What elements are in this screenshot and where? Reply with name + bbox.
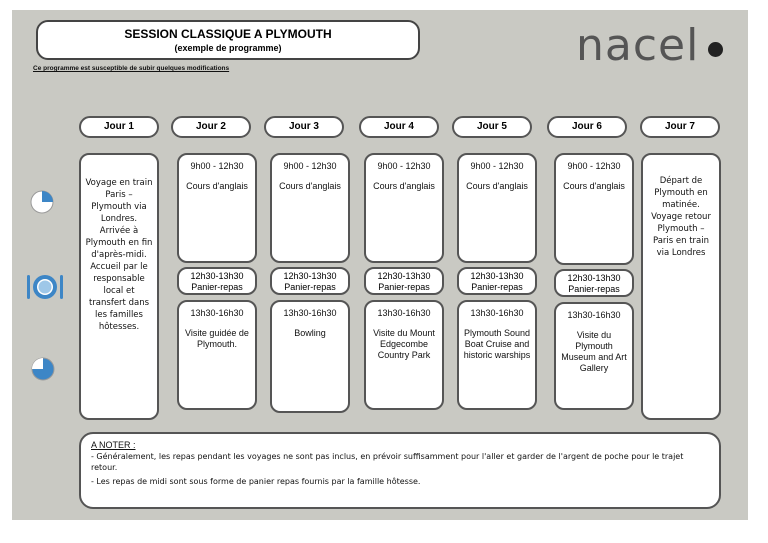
notes-box: [79, 432, 721, 509]
lunch-label: Panier-repas: [568, 284, 620, 294]
lunch-label: Panier-repas: [284, 282, 336, 292]
day5-lunch-card: [457, 267, 537, 295]
title-box: [36, 20, 420, 60]
day-pill-5: Jour 5: [452, 116, 532, 138]
lunch-label: Panier-repas: [191, 282, 243, 292]
clock-quarter-icon: [30, 190, 54, 214]
morning-activity: Cours d'anglais: [279, 181, 341, 191]
afternoon-activity: Visite guidée de Plymouth.: [185, 328, 249, 349]
lunch-time: 12h30-13h30: [190, 271, 244, 281]
day7-card: [641, 153, 721, 420]
morning-activity: Cours d'anglais: [186, 181, 248, 191]
afternoon-activity: Visite du Mount Edgecombe Country Park: [373, 328, 435, 360]
afternoon-activity: Visite du Plymouth Museum and Art Gallery: [561, 330, 627, 373]
notes-line-2: - Les repas de midi sont sous forme de panier repas fournis par la famille hôtesse.: [91, 477, 421, 486]
morning-time: 9h00 - 12h30: [190, 161, 244, 171]
day5-morning-card: [457, 153, 537, 263]
day4-lunch-card: [364, 267, 444, 295]
afternoon-time: 13h30-16h30: [377, 308, 431, 318]
day6-lunch-card: [554, 269, 634, 297]
morning-activity: Cours d'anglais: [373, 181, 435, 191]
morning-time: 9h00 - 12h30: [377, 161, 431, 171]
day1-text: Voyage en train Paris – Plymouth via Londres. Arrivée à Plymouth en fin d'après-midi. Accueil par le responsable local et transfert dans les familles hôtesses.: [85, 178, 153, 332]
day2-lunch-card: [177, 267, 257, 295]
plate-cutlery-icon: [25, 272, 65, 302]
day4-morning-card: [364, 153, 444, 263]
day-pill-3: Jour 3: [264, 116, 344, 138]
day-pill-4: Jour 4: [359, 116, 439, 138]
page-title: SESSION CLASSIQUE A PLYMOUTH: [124, 27, 332, 41]
day2-afternoon-card: [177, 300, 257, 410]
page-subtitle: (exemple de programme): [174, 43, 282, 53]
lunch-time: 12h30-13h30: [377, 271, 431, 281]
logo-text: nacel: [576, 20, 700, 71]
day4-afternoon-card: [364, 300, 444, 410]
day5-afternoon-card: [457, 300, 537, 410]
day2-morning-card: [177, 153, 257, 263]
afternoon-time: 13h30-16h30: [567, 310, 621, 320]
morning-time: 9h00 - 12h30: [283, 161, 337, 171]
afternoon-time: 13h30-16h30: [283, 308, 337, 318]
dot-icon: [708, 42, 723, 57]
clock-half-icon: [31, 357, 55, 381]
afternoon-activity: Plymouth Sound Boat Cruise and historic warships: [463, 328, 531, 360]
day3-afternoon-card: [270, 300, 350, 413]
morning-time: 9h00 - 12h30: [567, 161, 621, 171]
day-pill-2: Jour 2: [171, 116, 251, 138]
lunch-time: 12h30-13h30: [283, 271, 337, 281]
notes-title: A NOTER :: [91, 440, 136, 450]
lunch-label: Panier-repas: [378, 282, 430, 292]
day-pill-6: Jour 6: [547, 116, 627, 138]
day3-lunch-card: [270, 267, 350, 295]
lunch-time: 12h30-13h30: [470, 271, 524, 281]
day1-card: [79, 153, 159, 420]
morning-activity: Cours d'anglais: [563, 181, 625, 191]
lunch-label: Panier-repas: [471, 282, 523, 292]
afternoon-activity: Bowling: [294, 328, 326, 338]
day7-text: Départ de Plymouth en matinée. Voyage retour Plymouth – Paris en train via Londres: [651, 176, 711, 258]
day6-afternoon-card: [554, 302, 634, 410]
morning-time: 9h00 - 12h30: [470, 161, 524, 171]
day3-morning-card: [270, 153, 350, 263]
afternoon-time: 13h30-16h30: [470, 308, 524, 318]
disclaimer: Ce programme est susceptible de subir quelques modifications: [33, 65, 230, 72]
notes-line-1: - Généralement, les repas pendant les voyages ne sont pas inclus, en prévoir suffisamment pour l'aller et garder de l'argent de poche pour le trajet retour.: [91, 452, 684, 472]
day6-morning-card: [554, 153, 634, 265]
day-pill-7: Jour 7: [640, 116, 720, 138]
afternoon-time: 13h30-16h30: [190, 308, 244, 318]
day-pill-1: Jour 1: [79, 116, 159, 138]
lunch-time: 12h30-13h30: [567, 273, 621, 283]
morning-activity: Cours d'anglais: [466, 181, 528, 191]
